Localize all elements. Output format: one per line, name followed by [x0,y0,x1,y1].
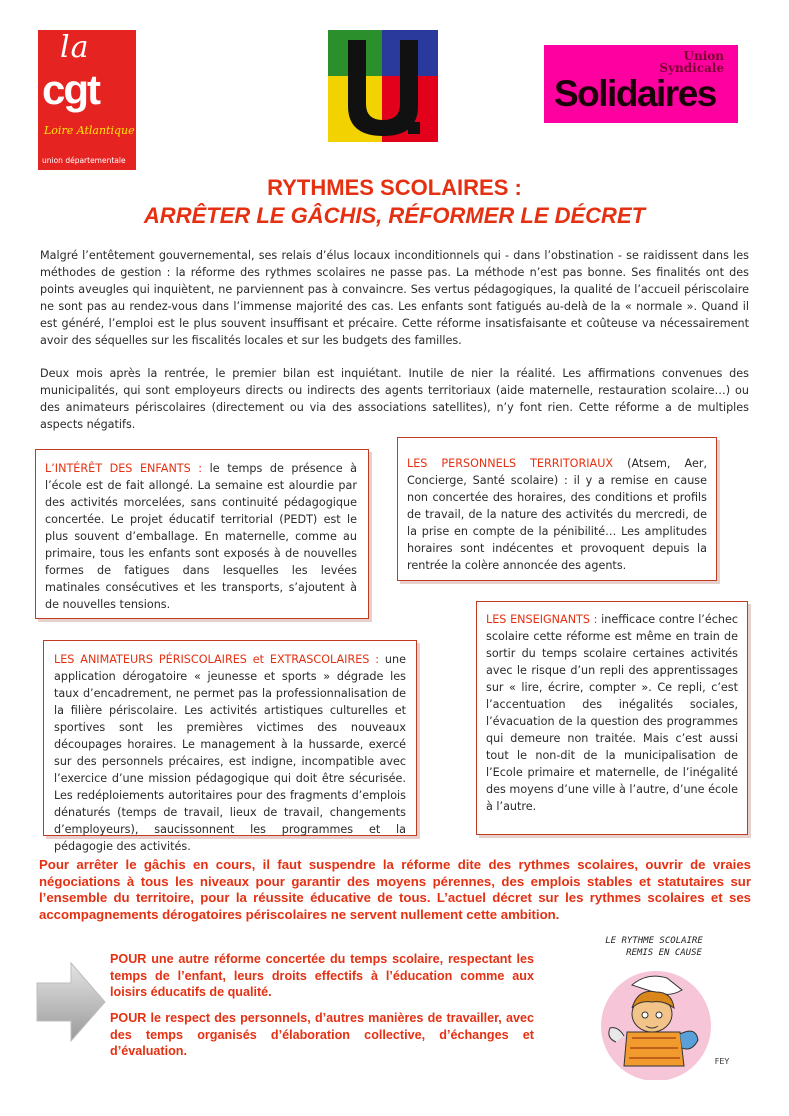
intro-paragraph: Malgré l’entêtement gouvernemental, ses relais d’élus locaux inconditionnels qui - dans l’obstination - se raidissent dans les méthodes de gestion : la réforme des rythmes scolaires ne passe pas. La méthode n’est pas bonne. Ses finalités ont des points aveugles qui inquiètent, ne parviennent pas à convaincre. Ses vertus pédagogiques, la qualité de l’accueil périscolaire ne sont pas au rendez-vous dans l’immense majorité des cas. Les enfants sont fatigués au-delà de la « normale ». Quand il est généré, l’emploi est le plus souvent insuffisant et précaire. Cette réforme insatisfaisante et coûteuse va nécessairement avoir des séquelles sur les fiscalités locales et sur les budgets des familles. [40,249,749,347]
solidaires-logo-union: Union [683,49,724,63]
box-enseignants-text [486,611,738,815]
box-enseignants-body: inefficace contre l’échec scolaire cette réforme est même en train de sortir du temps scolaire certaines activités avec le risque d’un repli des apprentissages sur « lire, écrire, compter ». Ce repli, c’est l’accentuation des inégalités sociales, l’évacuation de la question des programmes qui demeure non traitée. Mais c’est aussi tout le non-dit de la municipalisation de l’Ecole primaire et maternelle, de l’inégalité des moyens d’une ville à l’autre, d’une école à l’autre. [486,613,739,813]
cartoon-caption-line-2: REMIS EN CAUSE [626,948,702,958]
title-line-1: RYTHMES SCOLAIRES : [267,175,522,200]
conclusion-paragraph: Pour arrêter le gâchis en cours, il faut suspendre la réforme dite des rythmes scolaires, ouvrir de vraies négociations à tous les niveaux pour garantir des moyens pérennes, des emplois stables et statutaires sur l’ensemble du territoire, pour la réussite éducative de tous. L’actuel décret sur les rythmes scolaires et ses accompagnements dérogatoires périscolaires ne servent nullement cette ambition. [39,857,751,922]
box-animateurs [43,640,417,853]
title-line-2: ARRÊTER LE GÂCHIS, RÉFORMER LE DÉCRET [143,203,646,228]
box-enseignants [476,601,748,835]
box-animateurs-heading: LES ANIMATEURS PÉRISCOLAIRES et EXTRASCOLAIRES : [54,653,380,666]
box-enfants-heading: L’INTÉRÊT DES ENFANTS : [45,462,203,475]
cartoon-illustration [572,930,742,1080]
box-animateurs-text [54,651,406,855]
cartoon-caption-line-1: LE RYTHME SCOLAIRE [605,936,703,946]
box-enseignants-heading: LES ENSEIGNANTS : [486,613,598,626]
cgt-logo-union: union départementale [42,156,126,165]
cgt-logo [38,30,136,170]
box-enfants-text [45,460,357,613]
box-animateurs-body: une application dérogatoire « jeunesse et sports » dégrade les taux d’encadrement, ne permet pas la professionnalisation de la filière périscolaire. Les activités artistiques culturelles et sportives sont les premières victimes des nouveaux découpages horaires. Le management à la hussarde, exercé sur des personnels précaires, est indigne, incompatible avec l’exercice d’une mission pédagogique qui doit être sécurisée. Les redéploiements autoritaires pour des fragments d’emplois dénaturés (temps de travail, lieux de travail, changements d’employeurs), saucissonnent les programmes et la pédagogie des activités. [54,653,406,853]
cgt-logo-region: Loire Atlantique [44,124,135,137]
box-territoriaux-text [407,455,707,574]
box-territoriaux-body: (Atsem, Aer, Concierge, Santé scolaire) : il y a remise en cause non concertée des horaires, des conditions et profils de travail, de la nature des activités du mercredi, de la prise en compte de la pénibilité… Les amplitudes horaires sont indécentes et provoquent depuis la rentrée la colère annoncée des agents. [407,457,708,572]
solidaires-logo-name: Solidaires [554,73,716,114]
solidaires-logo-syndicale: Syndicale [659,61,724,75]
solidaires-logo [544,45,738,123]
box-enfants-body: le temps de présence à l’école est de fait allongé. La semaine est alourdie par des activités morcelées, sans continuité pédagogique concertée. Le projet éducatif territorial (PEDT) est le plus souvent d’emballage. En maternelle, comme au primaire, tous les enfants sont exposés à de nouvelles formes de fatigues dans lesquelles les levées matinales consécutives et les transports, s’ajoutent à de nouvelles tensions. [45,462,357,611]
box-territoriaux-heading: LES PERSONNELS TERRITORIAUX [407,457,614,470]
unsa-logo [328,30,438,142]
cgt-logo-la: la [60,30,90,65]
cartoon-signature: FEY [714,1057,730,1066]
demand-1: POUR une autre réforme concertée du temps scolaire, respectant les temps de l’enfant, leurs droits effectifs à l’éducation comme aux loisirs éducatifs de qualité. [110,952,534,999]
box-territoriaux [397,437,717,581]
bilan-paragraph: Deux mois après la rentrée, le premier bilan est inquiétant. Inutile de nier la réalité. Les affirmations convenues des municipalités, qui sont employeurs directs ou indirects des agents territoriaux (aide maternelle, restauration scolaire…) ou des animateurs périscolaires (directement ou via des associations satellites), n’y font rien. Cette réforme a de multiples aspects négatifs. [40,367,749,431]
box-enfants [35,449,369,619]
demand-2: POUR le respect des personnels, d’autres manières de travailler, avec des temps organisés d’élaboration collective, d’échanges et d’évaluation. [110,1011,534,1058]
cgt-logo-name: cgt [42,66,99,113]
arrow-right-icon [35,961,107,1043]
